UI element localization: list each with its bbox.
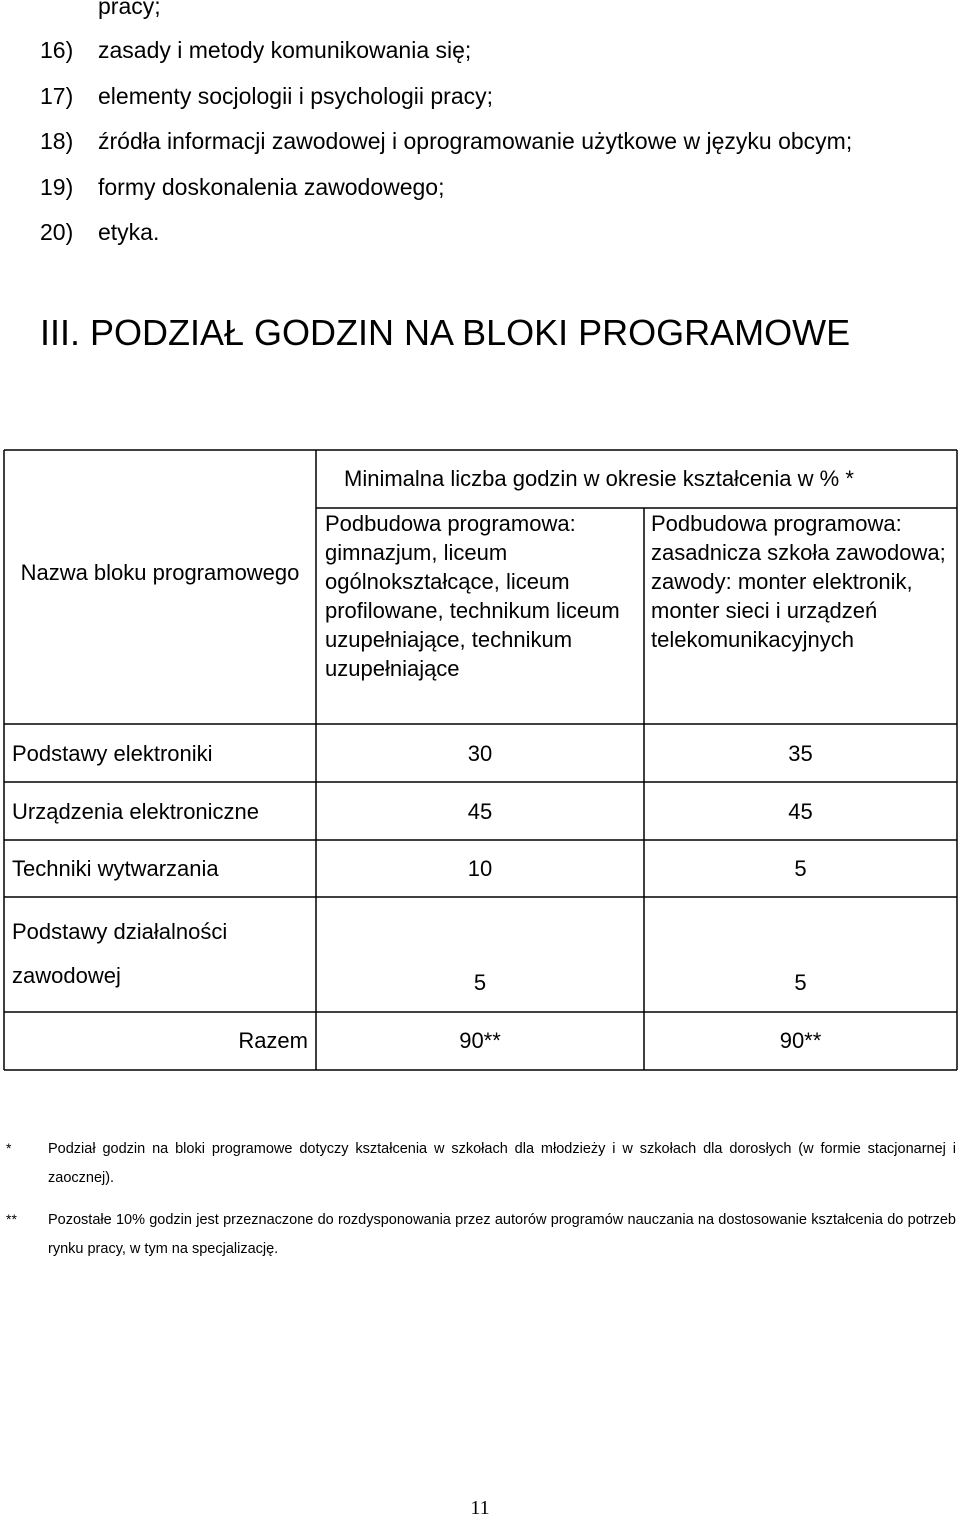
row-name-cell: Urządzenia elektroniczne xyxy=(12,799,260,824)
row-name-cell: Podstawy działalności zawodowej xyxy=(12,919,228,988)
list-item-number: 18) xyxy=(40,128,74,154)
row-value-col1: 5 xyxy=(473,970,487,995)
footnote-mark: * xyxy=(6,1140,12,1156)
page-number: 11 xyxy=(470,1497,490,1519)
row-value-col2: 5 xyxy=(794,856,807,881)
vocational-school-header: Podbudowa programowa: zasadnicza szkoła zawodowa; zawody: monter elektronik, monter sieci i urządzeń telekomunikacyjnych xyxy=(651,511,946,652)
total-col2: 90** xyxy=(779,1028,822,1053)
general-schools-header: Podbudowa programowa: gimnazjum, liceum ogólnokształcące, liceum profilowane, technikum liceum uzupełniające, technikum uzupełniające xyxy=(325,511,620,681)
list-item-number: 20) xyxy=(40,219,74,245)
list-item-text: etyka. xyxy=(98,219,160,245)
row-name-cell: Podstawy elektroniki xyxy=(12,741,213,766)
row-value-col1: 10 xyxy=(467,856,493,881)
row-value-col2: 45 xyxy=(788,799,813,824)
list-item-text: formy doskonalenia zawodowego; xyxy=(98,173,445,200)
hours-group-header: Minimalna liczba godzin w okresie kształcenia w % * xyxy=(344,466,854,491)
block-name-header: Nazwa bloku programowego xyxy=(20,560,300,585)
row-value-col2: 5 xyxy=(794,970,807,995)
row-value-col2: 35 xyxy=(788,741,813,766)
list-item-text: zasady i metody komunikowania się; xyxy=(98,37,472,63)
list-continuation: pracy; xyxy=(98,0,161,19)
total-col1: 90** xyxy=(459,1028,501,1053)
list-item-number: 19) xyxy=(40,173,74,200)
footnote-mark: ** xyxy=(6,1211,17,1227)
list-item-text: elementy socjologii i psychologii pracy; xyxy=(98,82,494,109)
row-value-col1: 30 xyxy=(467,741,493,766)
row-value-col1: 45 xyxy=(467,799,493,824)
list-item-number: 17) xyxy=(40,82,74,109)
section-heading: III. PODZIAŁ GODZIN NA BLOKI PROGRAMOWE xyxy=(40,312,851,353)
footnote-text: Pozostałe 10% godzin jest przeznaczone do rozdysponowania przez autorów programów nauczania na dostosowanie kształcenia do potrzeb rynku pracy, w tym na specjalizację. xyxy=(48,1212,956,1257)
list-item-text: źródła informacji zawodowej i oprogramowanie użytkowe w języku obcym; xyxy=(98,128,853,154)
total-label: Razem xyxy=(238,1028,308,1053)
list-item-number: 16) xyxy=(40,37,74,63)
footnote-text: Podział godzin na bloki programowe dotyczy kształcenia w szkołach dla młodzieży i w szkołach dla dorosłych (w formie stacjonarnej i zaocznej). xyxy=(48,1141,956,1186)
row-name-cell: Techniki wytwarzania xyxy=(12,856,219,881)
